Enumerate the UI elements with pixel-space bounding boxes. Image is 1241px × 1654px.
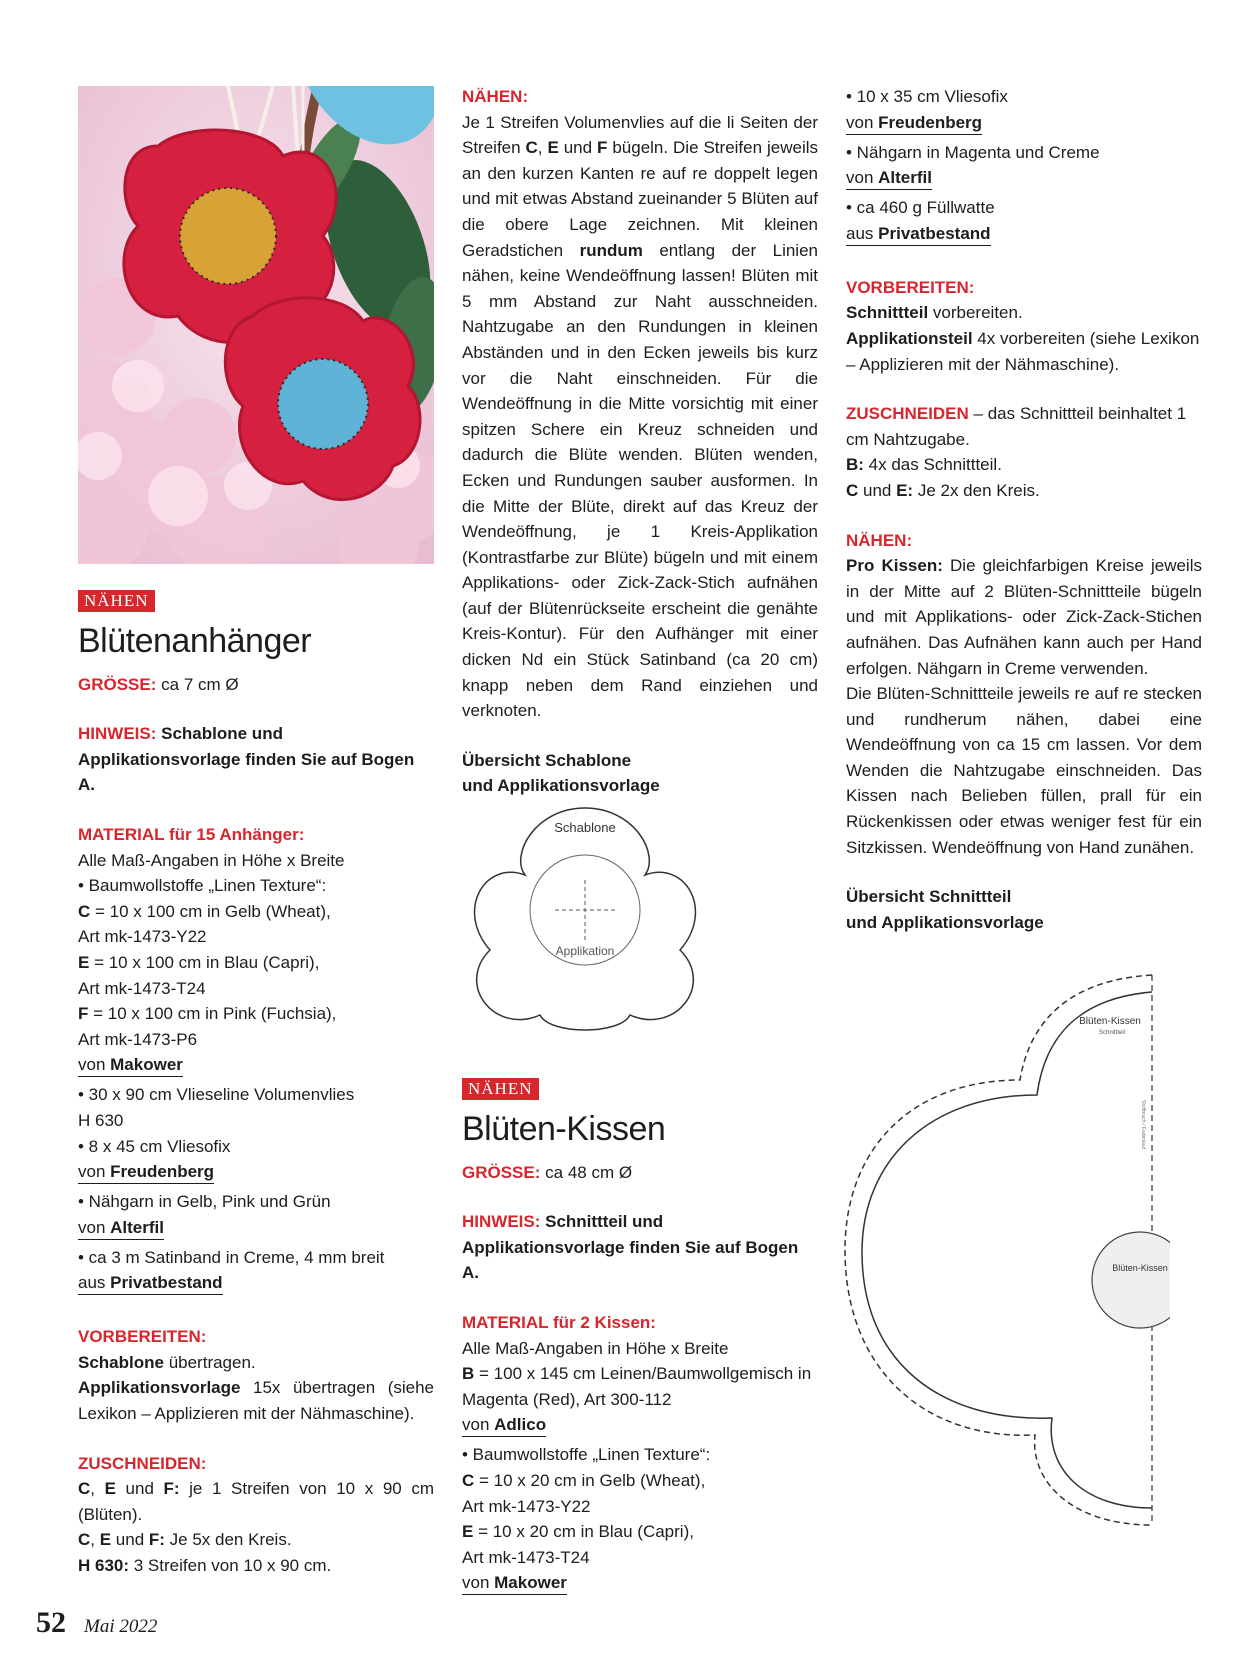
material-line: E = 10 x 20 cm in Blau (Capri), xyxy=(462,1522,694,1542)
pattern-sub-label: Schnittteil xyxy=(1098,1030,1126,1036)
sew-paragraph: Je 1 Streifen Volumenvlies auf die li Seiten der Streifen C, E und F bügeln. Die Streifen jeweils an den kurzen Kanten re auf re doppelt legen und mit etwas Abstand zueinander 5 Blüten auf die obere Lage zeichnen. Mit kleinen Geradstichen rundum entlang der Linien nähen, keine Wendeöffnung lassen! Blüten mit 5 mm Abstand zur Naht ausschneiden. Nahtzugabe an den Rundungen in kleinen Abständen und in den Ecken jeweils bis kurz vor die Naht einschneiden. Für die Wendeöffnung in die Mitte vorsichtig mit einer spitzen Schere ein Kreuz schneiden und dadurch die Blüte wenden. Blüten wenden, Ecken und Rundungen sauber ausformen. In die Mitte der Blüte, direkt auf das Kreuz der Wendeöffnung, je 1 Kreis-Applikation (Kontrastfarbe zur Blüte) bügeln und mit einem Applikations- oder Zick-Zack-Stich aufnähen (auf der Blütenrückseite erscheint die genähte Kreis-Kontur). Für den Aufhänger mit einer dicken Nd ein Stück Satinband (ca 20 cm) knapp neben dem Rand einziehen und verknoten. xyxy=(462,112,818,721)
hint-line: HINWEIS: Schnittteil und Applikationsvorlage finden Sie auf Bogen A. xyxy=(462,1212,799,1283)
prep-line: Applikationsteil 4x vorbereiten (siehe Lexikon – Applizieren mit der Nähmaschine). xyxy=(846,328,1200,374)
prep-line: Applikationsvorlage 15x übertragen (siehe Lexikon – Applizieren mit der Nähmaschine). xyxy=(78,1378,434,1424)
material-line: F = 10 x 100 cm in Pink (Fuchsia), xyxy=(78,1004,337,1024)
material-line: Art mk-1473-Y22 xyxy=(78,927,207,947)
supplier-alterfil: von Alterfil xyxy=(846,167,932,190)
supplier-privatbestand: aus Privatbestand xyxy=(846,223,991,246)
material-heading: MATERIAL für 15 Anhänger: xyxy=(78,824,305,844)
material-line: • Nähgarn in Magenta und Creme xyxy=(846,142,1100,162)
cut-line: C, E und F: Je 5x den Kreis. xyxy=(78,1530,292,1550)
hint-line: HINWEIS: Schablone und Applikationsvorlage finden Sie auf Bogen A. xyxy=(78,724,415,795)
material-line: • 8 x 45 cm Vliesofix xyxy=(78,1136,231,1156)
supplier-adlico: von Adlico xyxy=(462,1414,546,1437)
material-line: Art mk-1473-Y22 xyxy=(462,1496,591,1516)
section-badge: NÄHEN xyxy=(78,590,155,612)
template-label: Schablone xyxy=(554,820,616,835)
supplier-freudenberg: von Freudenberg xyxy=(78,1161,214,1184)
prep-heading: VORBEREITEN: xyxy=(78,1327,207,1347)
sew-paragraph: Pro Kissen: Die gleichfarbigen Kreise jeweils in der Mitte auf 2 Blüten-Schnittteile bügeln und mit Applikations- oder Zick-Zack-Stichen aufnähen. Das Aufnähen kann auch per Hand erfolgen. Nähgarn in Creme verwenden. xyxy=(846,556,1202,678)
flower-ornament-photo xyxy=(78,86,434,564)
template-diagram xyxy=(460,800,710,1035)
material-line: B = 100 x 145 cm Leinen/Baumwollgemisch in Magenta (Red), Art 300-112 xyxy=(462,1364,812,1409)
column-middle-lower xyxy=(462,1076,818,1600)
material-line: Alle Maß-Angaben in Höhe x Breite xyxy=(78,850,345,870)
sew-heading: NÄHEN: xyxy=(462,87,529,106)
section-badge: NÄHEN xyxy=(462,1078,539,1100)
material-line: • Baumwollstoffe „Linen Texture“: xyxy=(462,1445,711,1465)
material-line: H 630 xyxy=(78,1110,124,1130)
supplier-makower: von Makower xyxy=(462,1572,567,1595)
pattern-application-circle xyxy=(1092,1232,1170,1328)
overview-caption: Übersicht Schablone xyxy=(462,750,632,770)
column-left xyxy=(78,588,434,1579)
page-number: 52 xyxy=(36,1606,66,1639)
project-title: Blütenanhänger xyxy=(78,621,312,660)
overview-caption: und Applikationsvorlage xyxy=(846,912,1044,932)
pattern-label: Blüten-Kissen xyxy=(1079,1016,1141,1027)
product-photo xyxy=(78,86,434,564)
material-line: Art mk-1473-T24 xyxy=(462,1547,590,1567)
material-line: • 10 x 35 cm Vliesofix xyxy=(846,87,1008,106)
cut-line: C, E und F: je 1 Streifen von 10 x 90 cm (Blüten). xyxy=(78,1479,434,1524)
material-line: C = 10 x 100 cm in Gelb (Wheat), xyxy=(78,901,331,921)
material-line: E = 10 x 100 cm in Blau (Capri), xyxy=(78,952,320,972)
column-middle xyxy=(462,84,818,799)
circle-label: Blüten-Kissen xyxy=(1112,1263,1168,1273)
material-heading: MATERIAL für 2 Kissen: xyxy=(462,1312,656,1332)
cut-line: B: 4x das Schnittteil. xyxy=(846,455,1002,475)
issue-month: Mai 2022 xyxy=(84,1616,158,1637)
prep-heading: VORBEREITEN: xyxy=(846,277,975,297)
material-line: Art mk-1473-T24 xyxy=(78,978,206,998)
pattern-diagram xyxy=(840,970,1170,1530)
project-title: Blüten-Kissen xyxy=(462,1109,666,1148)
cut-line: C und E: Je 2x den Kreis. xyxy=(846,480,1040,500)
cut-heading: ZUSCHNEIDEN: xyxy=(78,1453,207,1473)
sew-paragraph: Die Blüten-Schnittteile jeweils re auf re stecken und rundherum nähen, dabei eine Wendeöffnung von ca 15 cm lassen. Vor dem Wenden die Nahtzugabe einschneiden. Das Kissen nach Belieben füllen, prall für ein Rückenkissen oder etwas weniger fest für ein Sitzkissen. Wendeöffnung von Hand zunähen. xyxy=(846,684,1202,857)
page-footer xyxy=(36,1606,157,1640)
material-line: Alle Maß-Angaben in Höhe x Breite xyxy=(462,1338,729,1358)
material-line: • Nähgarn in Gelb, Pink und Grün xyxy=(78,1192,331,1212)
supplier-alterfil: von Alterfil xyxy=(78,1217,164,1240)
sew-heading: NÄHEN: xyxy=(846,530,913,550)
cut-line: H 630: 3 Streifen von 10 x 90 cm. xyxy=(78,1556,332,1576)
prep-line: Schablone übertragen. xyxy=(78,1352,256,1372)
overview-caption: und Applikationsvorlage xyxy=(462,776,660,796)
supplier-privatbestand: aus Privatbestand xyxy=(78,1272,223,1295)
material-line: • 30 x 90 cm Vlieseline Volumenvlies xyxy=(78,1085,355,1105)
material-line: • Baumwollstoffe „Linen Texture“: xyxy=(78,876,327,896)
material-line: • ca 460 g Füllwatte xyxy=(846,198,995,218)
column-right xyxy=(846,84,1202,935)
application-label: Applikation xyxy=(555,944,615,958)
pattern-side-label: Stoffbruch / Fadenlauf xyxy=(1140,1100,1146,1150)
cut-line: ZUSCHNEIDEN – das Schnittteil beinhaltet 1 cm Nahtzugabe. xyxy=(846,404,1187,449)
supplier-makower: von Makower xyxy=(78,1054,183,1077)
size-line: GRÖSSE: ca 48 cm Ø xyxy=(462,1162,633,1182)
size-line: GRÖSSE: ca 7 cm Ø xyxy=(78,674,239,694)
material-line: Art mk-1473-P6 xyxy=(78,1029,198,1049)
material-line: C = 10 x 20 cm in Gelb (Wheat), xyxy=(462,1470,706,1490)
overview-caption: Übersicht Schnittteil xyxy=(846,887,1012,907)
supplier-freudenberg: von Freudenberg xyxy=(846,112,982,135)
prep-line: Schnittteil vorbereiten. xyxy=(846,303,1023,323)
material-line: • ca 3 m Satinband in Creme, 4 mm breit xyxy=(78,1247,385,1267)
